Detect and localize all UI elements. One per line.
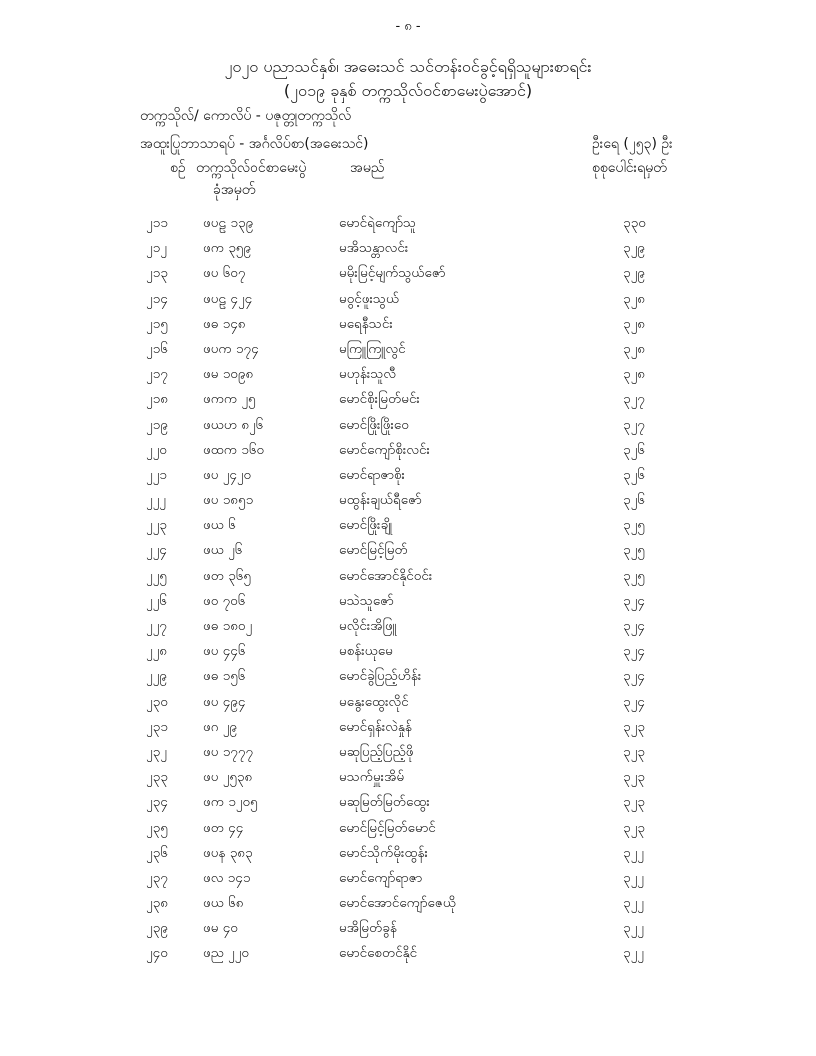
table-row — [0, 869, 816, 894]
total-marks: ၃၂၄ — [623, 668, 645, 685]
student-name: မဆုမြတ်မြတ်ထွေး — [339, 794, 430, 811]
row-number: ၂၂၀ — [146, 441, 167, 458]
total-marks: ၃၂၂ — [623, 945, 644, 962]
total-marks: ၃၂၄ — [623, 643, 645, 660]
table-row — [0, 944, 816, 969]
total-marks: ၃၂၇ — [623, 391, 645, 408]
student-count: ဦးရေ (၂၅၃) ဦး — [592, 136, 673, 152]
student-name: မသက်မှူးအိမ် — [339, 769, 405, 786]
student-name: မောင်ကျော်ရာဇာ — [339, 869, 423, 886]
roll-number: ဖဓ ၁၄၈ — [203, 315, 246, 332]
roll-number: ဖဓ ၁၅၆ — [203, 668, 246, 685]
roll-number: ဖက ၃၅၉ — [203, 240, 251, 257]
total-marks: ၃၂၅ — [623, 567, 645, 584]
table-row — [0, 516, 816, 541]
roll-number: ဖပ ၆၀၇ — [203, 265, 246, 282]
roll-number: ဖမ ၄၀ — [203, 920, 238, 937]
student-name: မဟုန်းသူလီ — [339, 366, 397, 383]
table-row — [0, 743, 816, 768]
roll-number: ဖက ၁၂၀၅ — [203, 794, 258, 811]
roll-number: ဖပဠ ၄၂၄ — [203, 290, 253, 307]
table-row — [0, 491, 816, 516]
row-number: ၂၃၈ — [146, 895, 168, 912]
student-name: မထွန်းချယ်ရီဇော် — [339, 492, 422, 509]
row-number: ၂၁၆ — [146, 340, 168, 357]
roll-number: ဖပန ၃၈၃ — [203, 844, 253, 861]
roll-number: ဖည ၂၂၀ — [203, 945, 249, 962]
student-name: မစန်းယုမေ — [339, 643, 393, 660]
major-subject-line: အထူးပြုဘာသာရပ် - အင်္ဂလိပ်စာ(အဓေးသင်) — [140, 136, 369, 152]
total-marks: ၃၂၈ — [623, 315, 645, 332]
table-row — [0, 667, 816, 692]
student-name: မောင်စေတင်နိုင် — [339, 945, 418, 962]
row-number: ၂၃၁ — [146, 718, 168, 735]
student-name: မကြူကြူလွင် — [339, 340, 406, 357]
student-name: မအိသန္တာလင်း — [339, 240, 409, 257]
total-marks: ၃၂၉ — [623, 265, 645, 282]
row-number: ၂၁၅ — [146, 315, 168, 332]
total-marks: ၃၂၃ — [623, 769, 645, 786]
total-marks: ၃၂၅ — [623, 517, 645, 534]
student-name: မရေနီသင်း — [339, 315, 393, 332]
row-number: ၂၂၃ — [146, 517, 167, 534]
student-name: မောင်ရာဇာစိုး — [339, 466, 405, 483]
row-number: ၂၃၃ — [146, 769, 168, 786]
column-header-total: စုစုပေါင်းရမှတ် — [592, 160, 667, 176]
table-row — [0, 592, 816, 617]
column-header-roll-sub: ခုံအမှတ် — [213, 182, 256, 198]
row-number: ၂၁၈ — [146, 391, 168, 408]
row-number: ၂၁၄ — [146, 290, 168, 307]
column-header-name: အမည် — [350, 160, 385, 176]
student-name: မောင်ရှန်းလဲနှုန် — [339, 718, 412, 735]
total-marks: ၃၂၈ — [623, 290, 645, 307]
document-subtitle: (၂၀၁၉ ခုနှစ် တက္ကသိုလ်ဝင်စာမေးပွဲအောင်) — [283, 81, 533, 100]
total-marks: ၃၂၃ — [623, 819, 645, 836]
table-row — [0, 441, 816, 466]
roll-number: ဖယဟ ၈၂၆ — [203, 416, 264, 433]
university-line: တက္ကသိုလ်/ ကောလိပ် - ပဇုတ္တုတက္ကသိုလ် — [140, 108, 352, 124]
total-marks: ၃၂၆ — [623, 466, 645, 483]
table-row — [0, 617, 816, 642]
total-marks: ၃၂၃ — [623, 743, 645, 760]
roll-number: ဖမ ၁၀၉၈ — [203, 366, 254, 383]
total-marks: ၃၂၂ — [623, 869, 644, 886]
total-marks: ၃၂၄ — [623, 618, 645, 634]
roll-number: ဖတ ၄၄ — [203, 819, 244, 836]
student-name: မောင်ရဲကျော်သူ — [339, 215, 417, 231]
row-number: ၂၂၅ — [146, 567, 167, 584]
row-number: ၂၃၅ — [146, 819, 168, 836]
roll-number: ဖပ ၄၄၆ — [203, 643, 246, 660]
roll-number: ဖယ ၂၆ — [203, 542, 243, 559]
table-row — [0, 466, 816, 491]
roll-number: ဖပ ၂၄၂၀ — [203, 466, 252, 483]
total-marks: ၃၂၉ — [623, 240, 645, 257]
row-number: ၂၃၂ — [146, 743, 167, 760]
total-marks: ၃၂၆ — [623, 441, 645, 458]
total-marks: ၃၃၀ — [623, 215, 646, 231]
row-number: ၂၃၇ — [146, 869, 168, 886]
table-row — [0, 718, 816, 743]
row-number: ၂၁၉ — [146, 416, 168, 433]
table-row — [0, 315, 816, 340]
row-number: ၂၃၉ — [146, 920, 168, 937]
table-row — [0, 541, 816, 566]
student-name: မောင်ဖြိုးဖြိုးဝေ — [339, 416, 409, 433]
total-marks: ၃၂၈ — [623, 340, 645, 357]
total-marks: ၃၂၄ — [623, 592, 645, 609]
table-row — [0, 768, 816, 793]
row-number: ၂၂၉ — [146, 668, 167, 685]
table-row — [0, 340, 816, 365]
results-table — [0, 214, 816, 970]
table-row — [0, 390, 816, 415]
table-row — [0, 844, 816, 869]
total-marks: ၃၂၃ — [623, 794, 645, 811]
row-number: ၂၁၂ — [146, 240, 167, 257]
table-row — [0, 239, 816, 264]
total-marks: ၃၂၈ — [623, 366, 645, 383]
row-number: ၂၂၈ — [146, 643, 167, 660]
student-name: မသဲသူဇော် — [339, 592, 394, 609]
table-row — [0, 264, 816, 289]
total-marks: ၃၂၃ — [623, 718, 645, 735]
student-name: မောင်မြင့်မြတ် — [339, 542, 408, 559]
row-number: ၂၁၃ — [146, 265, 168, 282]
column-header-no: စဉ် — [170, 160, 186, 176]
roll-number: ဖကက ၂၅ — [203, 391, 256, 408]
student-name: မောင်ခွဲပြည့်ဟိန်း — [339, 668, 422, 685]
roll-number: ဖပဠ ၁၃၉ — [203, 215, 254, 231]
row-number: ၂၂၆ — [146, 592, 167, 609]
table-row — [0, 642, 816, 667]
student-name: မအိမြတ်ခွန် — [339, 920, 397, 937]
table-row — [0, 214, 816, 239]
table-row — [0, 365, 816, 390]
table-row — [0, 567, 816, 592]
row-number: ၂၃၀ — [146, 693, 168, 710]
roll-number: ဖထက ၁၆၀ — [203, 441, 265, 458]
student-name: မမိုးမြင့်မျက်သွယ်ဇော် — [339, 265, 446, 282]
roll-number: ဖပ ၁၈၅၁ — [203, 492, 254, 509]
student-name: မလိုင်းအိဖြူ — [339, 618, 397, 634]
row-number: ၂၂၁ — [146, 466, 167, 483]
row-number: ၂၄၀ — [146, 945, 168, 962]
roll-number: ဖဝ ၇၀၆ — [203, 592, 246, 609]
roll-number: ဖယ ၆၈ — [203, 895, 244, 912]
page-number: - ၈ - — [395, 19, 421, 34]
row-number: ၂၃၄ — [146, 794, 168, 811]
roll-number: ဖယ ၆ — [203, 517, 236, 534]
row-number: ၂၂၂ — [146, 492, 166, 509]
student-name: မဝွင့်ဖူးသွယ် — [339, 290, 400, 307]
roll-number: ဖပ ၄၉၄ — [203, 693, 246, 710]
roll-number: ဖဂ ၂၉ — [203, 718, 237, 735]
table-row — [0, 793, 816, 818]
roll-number: ဖပ ၂၅၃၈ — [203, 769, 253, 786]
student-name: မောင်သိုက်မိုးထွန်း — [339, 844, 428, 861]
table-row — [0, 416, 816, 441]
total-marks: ၃၂၂ — [623, 895, 644, 912]
total-marks: ၃၂၅ — [623, 542, 645, 559]
total-marks: ၃၂၂ — [623, 920, 644, 937]
row-number: ၂၁၇ — [146, 366, 168, 383]
student-name: မောင်အောင်နိုင်ဝင်း — [339, 567, 433, 584]
student-name: မောင်ဖြိုးချို — [339, 517, 393, 534]
row-number: ၂၂၄ — [146, 542, 167, 559]
student-name: မဆုပြည့်ပြည့်ဖို — [339, 743, 414, 760]
student-name: မောင်ကျော်စိုးလင်း — [339, 441, 430, 458]
student-name: မောင်အောင်ကျော်ဇေယို — [339, 895, 457, 912]
document-title: ၂၀၂၀ ပညာသင်နှစ်၊ အဓေးသင် သင်တန်းဝင်ခွင့်ရရှိသူများစာရင်း — [224, 57, 592, 76]
total-marks: ၃၂၂ — [623, 844, 644, 861]
total-marks: ၃၂၄ — [623, 693, 645, 710]
table-row — [0, 290, 816, 315]
roll-number: ဖတ ၃၆၅ — [203, 567, 251, 584]
student-name: မနွေးထွေးလိုင် — [339, 693, 409, 710]
roll-number: ဖလ ၁၄၁ — [203, 869, 251, 886]
roll-number: ဖဓ ၁၈၀၂ — [203, 618, 253, 634]
table-row — [0, 919, 816, 944]
row-number: ၂၁၁ — [146, 215, 168, 231]
table-row — [0, 819, 816, 844]
total-marks: ၃၂၇ — [623, 416, 645, 433]
row-number: ၂၂၇ — [146, 618, 167, 634]
student-name: မောင်မြင့်မြတ်မောင် — [339, 819, 436, 836]
total-marks: ၃၂၆ — [623, 492, 645, 509]
table-row — [0, 894, 816, 919]
roll-number: ဖပက ၁၇၄ — [203, 340, 259, 357]
student-name: မောင်စိုးမြတ်မင်း — [339, 391, 420, 408]
roll-number: ဖပ ၁၇၇၇ — [203, 743, 254, 760]
row-number: ၂၃၆ — [146, 844, 168, 861]
table-row — [0, 693, 816, 718]
column-header-roll: တက္ကသိုလ်ဝင်စာမေးပွဲ — [196, 160, 307, 176]
